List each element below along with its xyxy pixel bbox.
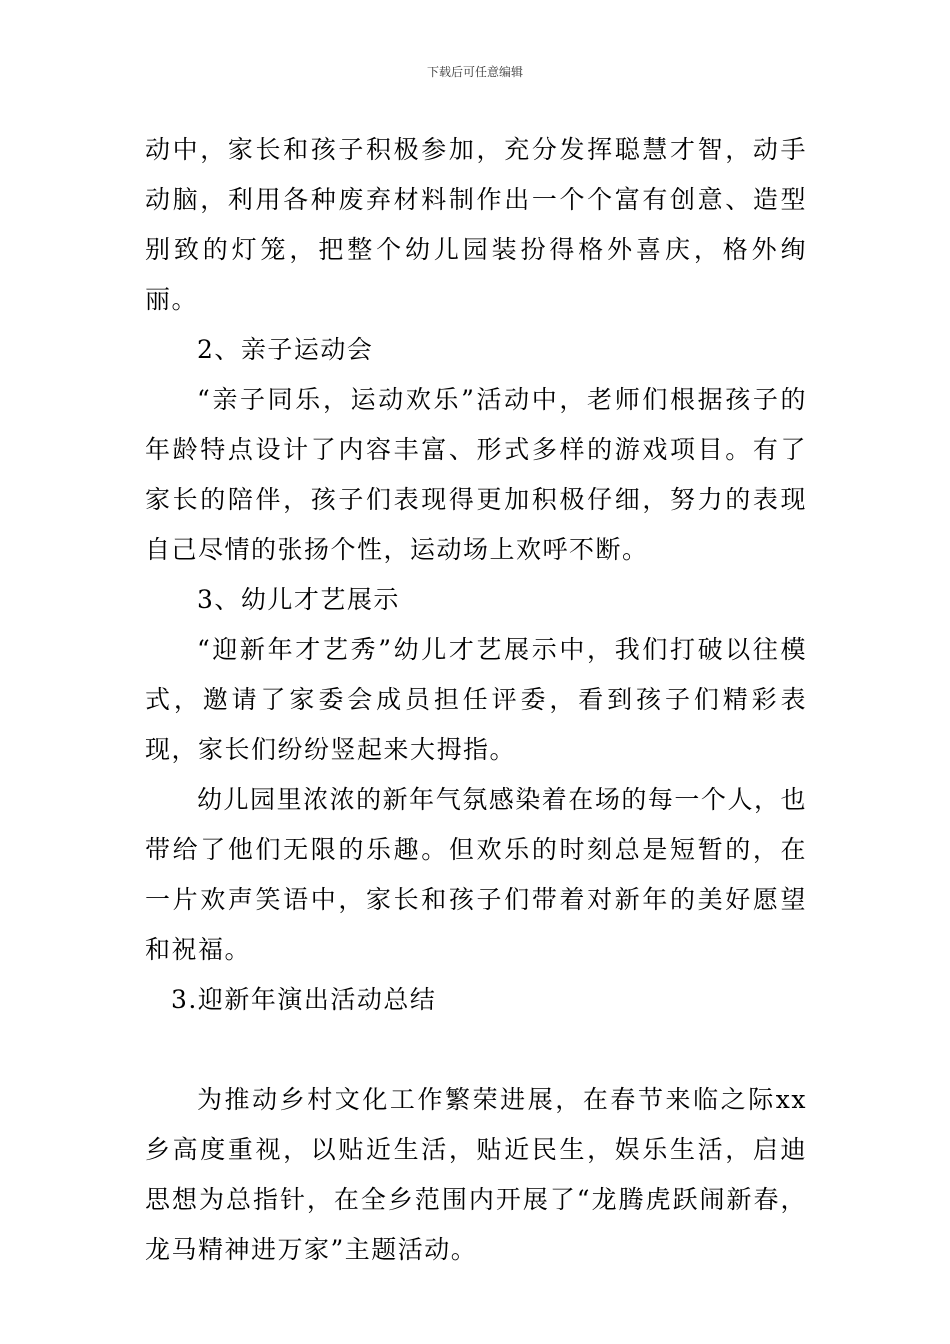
subheading-parent-child-sports: 2、亲子运动会 (197, 335, 374, 364)
paragraph-talent-show: “迎新年才艺秀”幼儿才艺展示中，我们打破以往模式，邀请了家委会成员担任评委，看到孩子们精彩表现，家长们纷纷竖起来大拇指。 (145, 635, 807, 764)
paragraph-continuation: 动中，家长和孩子积极参加，充分发挥聪慧才智，动手动脑，利用各种废弃材料制作出一个个富有创意、造型别致的灯笼，把整个幼儿园装扮得格外喜庆，格外绚丽。 (145, 135, 807, 314)
document-body (145, 125, 807, 1275)
page-header-note: 下载后可任意编辑 (426, 65, 523, 79)
paragraph-rural-culture: 为推动乡村文化工作繁荣进展，在春节来临之际xx乡高度重视，以贴近生活，贴近民生，娱乐生活，启迪思想为总指针，在全乡范围内开展了“龙腾虎跃闹新春，龙马精神进万家”主题活动。 (145, 1085, 807, 1264)
section-title: 3.迎新年演出活动总结 (171, 985, 437, 1014)
subheading-talent-show: 3、幼儿才艺展示 (197, 585, 400, 614)
paragraph-new-year-atmosphere: 幼儿园里浓浓的新年气氛感染着在场的每一个人，也带给了他们无限的乐趣。但欢乐的时刻总是短暂的，在一片欢声笑语中，家长和孩子们带着对新年的美好愿望和祝福。 (145, 785, 807, 964)
paragraph-sports-meet: “亲子同乐，运动欢乐”活动中，老师们根据孩子的年龄特点设计了内容丰富、形式多样的游戏项目。有了家长的陪伴，孩子们表现得更加积极仔细，努力的表现自己尽情的张扬个性，运动场上欢呼不断。 (145, 385, 807, 564)
section-spacer (145, 1025, 807, 1075)
